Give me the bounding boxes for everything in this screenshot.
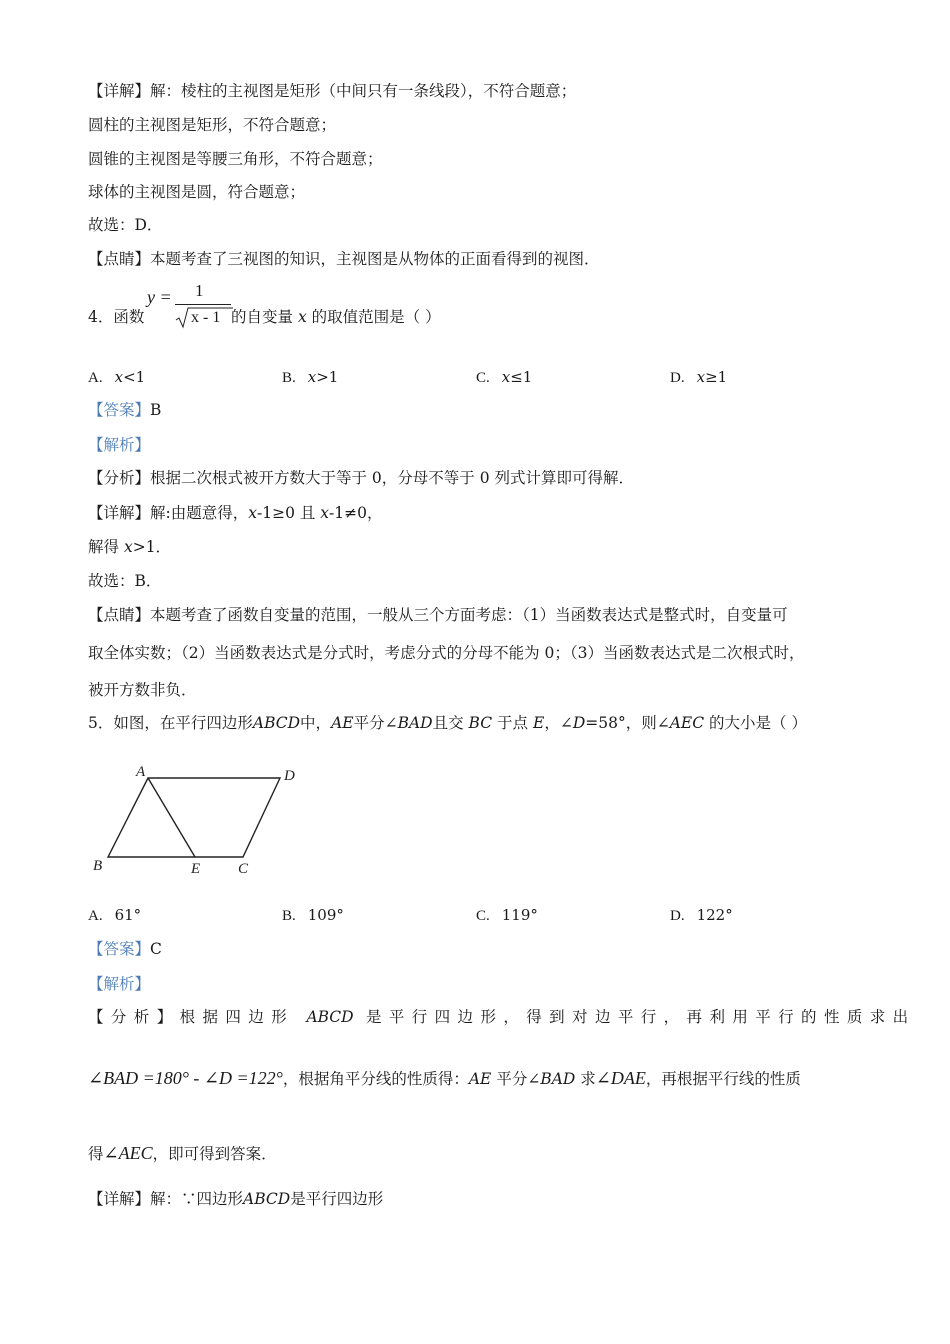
q5-stem: 5．如图，在平行四边形ABCD中，AE平分∠BAD且交 BC 于点 E，∠D=58°，则∠AEC 的大小是（ ） — [88, 714, 807, 732]
q4-dianjing-line: 取全体实数；（2）当函数表达式是分式时，考虑分式的分母不能为 0；（3）当函数表达式是二次根式时， — [88, 644, 805, 662]
q5-option-d: D. 122° — [670, 906, 733, 924]
segment-ae — [148, 778, 195, 857]
q4-guxuan: 故选：B． — [88, 572, 162, 590]
q3-detail-line: 圆柱的主视图是矩形，不符合题意； — [88, 116, 337, 134]
q3-choice-line: 故选：D． — [88, 216, 163, 234]
q5-fenxi-line: 得∠AEC，即可得到答案． — [88, 1143, 277, 1163]
q4-answer: 【答案】B — [88, 401, 162, 419]
q4-formula-denominator: x - 1 — [191, 309, 221, 326]
q4-number: 4．函数 — [88, 308, 145, 326]
q5-fenxi-line: 【分析】根据四边形 ABCD 是平行四边形，得到对边平行，再利用平行的性质求出 — [88, 1008, 916, 1026]
q4-xiangjie: 【详解】解:由题意得，x-1≥0 且 x-1≠0， — [88, 504, 383, 522]
q5-fenxi-line: ∠BAD =180° - ∠D =122°，根据角平分线的性质得：AE 平分∠BAD 求∠DAE，再根据平行线的性质 — [88, 1068, 801, 1088]
q5-analysis-tag: 【解析】 — [88, 975, 151, 993]
q5-xiangjie: 【详解】解：∵四边形ABCD是平行四边形 — [88, 1190, 384, 1208]
q3-detail-line: 圆锥的主视图是等腰三角形，不符合题意； — [88, 150, 383, 168]
q4-formula-lhs: y = — [147, 287, 172, 307]
q4-stem: 的自变量 x 的取值范围是（ ） — [231, 308, 441, 326]
q4-option-d: D. x≥1 — [670, 368, 728, 386]
q4-dianjing-line: 被开方数非负． — [88, 681, 197, 699]
point-label-e: E — [191, 861, 201, 877]
point-label-d: D — [284, 768, 295, 784]
q4-jiede: 解得 x>1． — [88, 538, 172, 556]
q5-option-b: B. 109° — [282, 906, 344, 924]
q4-fenxi: 【分析】根据二次根式被开方数大于等于 0，分母不等于 0 列式计算即可得解． — [88, 469, 635, 487]
point-label-c: C — [238, 861, 249, 877]
q5-answer: 【答案】C — [88, 940, 162, 958]
point-label-b: B — [93, 858, 103, 874]
q4-dianjing-line: 【点睛】本题考查了函数自变量的范围，一般从三个方面考虑：（1）当函数表达式是整式时，自变量可 — [88, 606, 788, 624]
q3-comment-line: 【点睛】本题考查了三视图的知识，主视图是从物体的正面看得到的视图． — [88, 250, 600, 268]
q4-option-c: C. x≤1 — [476, 368, 533, 386]
q4-formula — [147, 283, 237, 333]
q4-analysis-tag: 【解析】 — [88, 436, 151, 454]
q5-option-c: C. 119° — [476, 906, 538, 924]
q3-detail-line: 球体的主视图是圆，符合题意； — [88, 183, 306, 201]
q5-option-a: A. 61° — [88, 906, 142, 924]
parallelogram-abcd — [108, 778, 280, 857]
q4-option-a: A. x<1 — [88, 368, 146, 386]
q4-option-b: B. x>1 — [282, 368, 339, 386]
q3-detail-line: 【详解】解：棱柱的主视图是矩形（中间只有一条线段），不符合题意； — [88, 82, 577, 100]
point-label-a: A — [136, 764, 146, 780]
parallelogram-figure — [88, 760, 318, 880]
q4-formula-numerator: 1 — [195, 281, 204, 300]
